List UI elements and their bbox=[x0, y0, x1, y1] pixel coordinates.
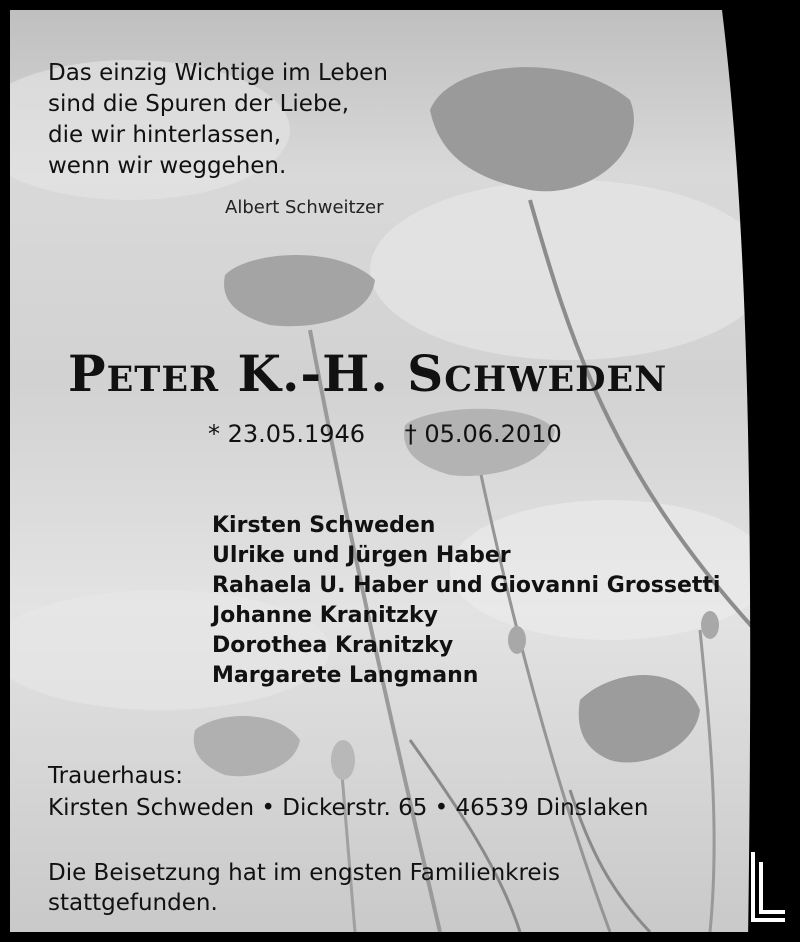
burial-line: stattgefunden. bbox=[48, 890, 218, 916]
burial-line: Die Beisetzung hat im engsten Familienkreis bbox=[48, 860, 560, 886]
mourner-name: Kirsten Schweden bbox=[212, 513, 436, 538]
quote-line: Das einzig Wichtige im Leben bbox=[48, 60, 388, 86]
deceased-name: Peter K.-H. Schweden bbox=[68, 344, 668, 403]
quote-line: sind die Spuren der Liebe, bbox=[48, 91, 350, 117]
death-date: † 05.06.2010 bbox=[404, 420, 562, 448]
mourner-name: Rahaela U. Haber und Giovanni Grossetti bbox=[212, 573, 721, 598]
trauerhaus-label: Trauerhaus: bbox=[48, 763, 183, 789]
mourner-name: Dorothea Kranitzky bbox=[212, 633, 454, 658]
mourner-name: Margarete Langmann bbox=[212, 663, 479, 688]
mourner-name: Ulrike und Jürgen Haber bbox=[212, 543, 511, 568]
trauerhaus-address: Kirsten Schweden • Dickerstr. 65 • 46539 Dinslaken bbox=[48, 795, 649, 821]
quote-line: wenn wir weggehen. bbox=[48, 153, 287, 179]
birth-date: * 23.05.1946 bbox=[208, 420, 366, 448]
quote-author: Albert Schweitzer bbox=[225, 197, 384, 218]
ll-logo-icon bbox=[749, 850, 789, 922]
mourner-name: Johanne Kranitzky bbox=[212, 603, 438, 628]
quote-line: die wir hinterlassen, bbox=[48, 122, 282, 148]
